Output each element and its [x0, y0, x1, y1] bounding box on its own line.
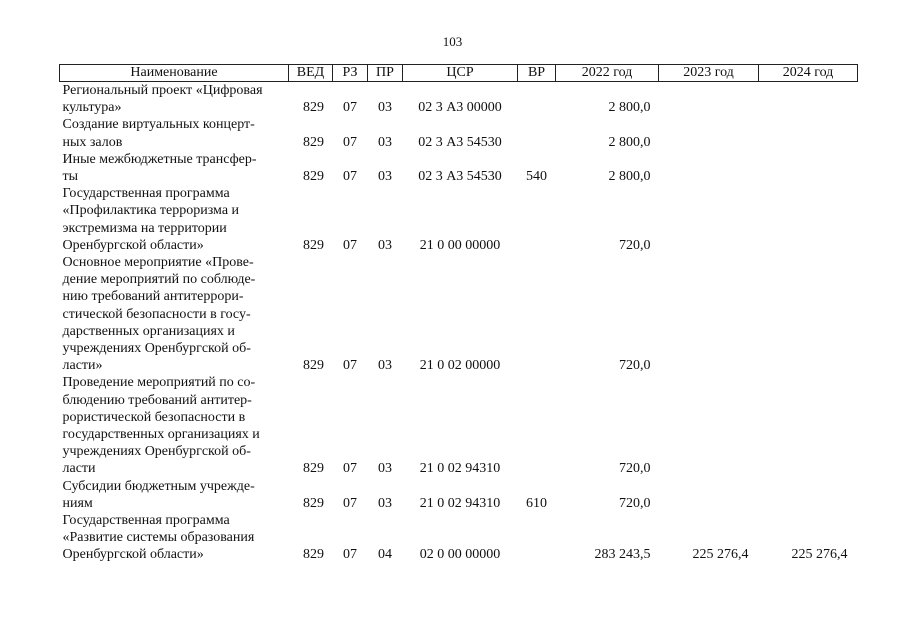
name-line: Основное мероприятие «Прове-: [62, 255, 254, 271]
name-line: экстремизма на территории: [62, 220, 227, 236]
cell-vr: [518, 82, 556, 117]
cell-y2023: 225 276,4: [692, 547, 749, 563]
name-line: Субсидии бюджетным учрежде-: [62, 478, 255, 494]
cell-pr: 04: [378, 547, 392, 563]
cell-pr: 03: [378, 100, 392, 116]
header-name: Наименование: [60, 65, 289, 82]
cell-pr: 03: [378, 461, 392, 477]
cell-csr: 21 0 02 00000: [419, 358, 501, 374]
cell-y2023: [659, 254, 759, 374]
cell-csr: 02 3 А3 54530: [418, 169, 502, 185]
cell-pr: 03: [378, 237, 392, 253]
cell-y2022: 2 800,0: [608, 169, 651, 185]
cell-csr: 21 0 00 00000: [419, 237, 501, 253]
name-line: учреждениях Оренбургской об-: [62, 444, 251, 460]
page-number: 103: [442, 34, 463, 49]
cell-y2022: 720,0: [619, 237, 651, 253]
name-line: ласти: [62, 461, 96, 477]
table-header-row: [60, 65, 858, 82]
cell-name: [60, 254, 289, 374]
name-line: учреждениях Оренбургской об-: [62, 341, 251, 357]
name-line: Региональный проект «Цифровая: [62, 83, 263, 98]
cell-ved: 829: [303, 461, 324, 477]
name-line: Оренбургской области»: [62, 237, 204, 253]
header-vr: ВР: [518, 65, 556, 82]
name-line: Проведение мероприятий по со-: [62, 375, 256, 391]
name-line: дарственных организациях и: [62, 323, 235, 339]
cell-name: [60, 478, 289, 512]
name-line: блюдению требований антитер-: [62, 392, 252, 408]
table-row: [60, 151, 858, 185]
cell-csr: 21 0 02 94310: [419, 495, 501, 511]
table-row: [60, 512, 858, 564]
table-row: [60, 82, 858, 117]
cell-name: [60, 512, 289, 564]
table-row: [60, 478, 858, 512]
header-ved: ВЕД: [289, 65, 333, 82]
name-line: ласти»: [62, 358, 103, 374]
header-pr: ПР: [368, 65, 403, 82]
cell-rz: 07: [343, 495, 357, 511]
cell-y2024: [759, 185, 858, 254]
cell-y2023: [659, 82, 759, 117]
cell-y2022: 2 800,0: [608, 100, 651, 116]
cell-ved: 829: [303, 547, 324, 563]
cell-ved: 829: [303, 237, 324, 253]
cell-y2024: [759, 478, 858, 512]
cell-rz: 07: [343, 100, 357, 116]
name-line: Государственная программа: [62, 513, 230, 529]
header-csr: ЦСР: [403, 65, 518, 82]
name-line: стической безопасности в госу-: [62, 306, 251, 322]
cell-y2024: [759, 116, 858, 150]
cell-vr: 540: [526, 169, 547, 185]
cell-pr: 03: [378, 169, 392, 185]
header-rz: РЗ: [333, 65, 368, 82]
name-line: дение мероприятий по соблюде-: [62, 272, 256, 288]
cell-pr: 03: [378, 134, 392, 150]
cell-y2024: [759, 151, 858, 185]
name-line: культура»: [62, 100, 122, 116]
cell-csr: 21 0 02 94310: [419, 461, 501, 477]
cell-y2022: 720,0: [619, 461, 651, 477]
cell-y2022: 283 243,5: [594, 547, 651, 563]
cell-vr: [518, 374, 556, 477]
cell-pr: 03: [378, 358, 392, 374]
cell-ved: 829: [303, 495, 324, 511]
name-line: ных залов: [62, 134, 123, 150]
cell-y2022: 720,0: [619, 495, 651, 511]
cell-y2023: [659, 151, 759, 185]
cell-y2022: 2 800,0: [608, 134, 651, 150]
cell-vr: 610: [526, 495, 547, 511]
table-row: [60, 116, 858, 150]
cell-vr: [518, 254, 556, 374]
table-row: [60, 374, 858, 477]
name-line: «Профилактика терроризма и: [62, 203, 240, 219]
budget-table: [59, 64, 858, 564]
cell-name: [60, 82, 289, 117]
cell-vr: [518, 116, 556, 150]
name-line: ты: [62, 169, 79, 185]
cell-rz: 07: [343, 358, 357, 374]
name-line: Оренбургской области»: [62, 547, 204, 563]
cell-ved: 829: [303, 100, 324, 116]
cell-rz: 07: [343, 134, 357, 150]
cell-y2024: [759, 374, 858, 477]
cell-csr: 02 3 А3 54530: [418, 134, 502, 150]
name-line: ниям: [62, 495, 93, 511]
cell-rz: 07: [343, 461, 357, 477]
cell-rz: 07: [343, 169, 357, 185]
name-line: рористической безопасности в: [62, 409, 246, 425]
cell-vr: [518, 512, 556, 564]
cell-vr: [518, 185, 556, 254]
cell-y2023: [659, 116, 759, 150]
name-line: Создание виртуальных концерт-: [62, 117, 255, 133]
cell-name: [60, 185, 289, 254]
cell-y2023: [659, 374, 759, 477]
cell-y2024: [759, 82, 858, 117]
name-line: нию требований антитеррори-: [62, 289, 244, 305]
cell-ved: 829: [303, 358, 324, 374]
cell-y2023: [659, 185, 759, 254]
cell-pr: 03: [378, 495, 392, 511]
cell-y2022: 720,0: [619, 358, 651, 374]
cell-ved: 829: [303, 169, 324, 185]
name-line: Иные межбюджетные трансфер-: [62, 151, 257, 167]
header-2022: 2022 год: [556, 65, 659, 82]
cell-y2023: [659, 478, 759, 512]
cell-csr: 02 0 00 00000: [419, 547, 501, 563]
cell-name: [60, 374, 289, 477]
cell-ved: 829: [303, 134, 324, 150]
cell-y2024: [759, 254, 858, 374]
cell-name: [60, 151, 289, 185]
table-row: [60, 254, 858, 374]
cell-name: [60, 116, 289, 150]
table-body: [60, 82, 858, 564]
cell-y2024: 225 276,4: [791, 547, 848, 563]
name-line: «Развитие системы образования: [62, 530, 255, 546]
cell-csr: 02 3 А3 00000: [418, 100, 502, 116]
name-line: государственных организациях и: [62, 427, 260, 443]
cell-rz: 07: [343, 237, 357, 253]
header-2024: 2024 год: [759, 65, 858, 82]
table-row: [60, 185, 858, 254]
cell-rz: 07: [343, 547, 357, 563]
name-line: Государственная программа: [62, 186, 230, 202]
header-2023: 2023 год: [659, 65, 759, 82]
